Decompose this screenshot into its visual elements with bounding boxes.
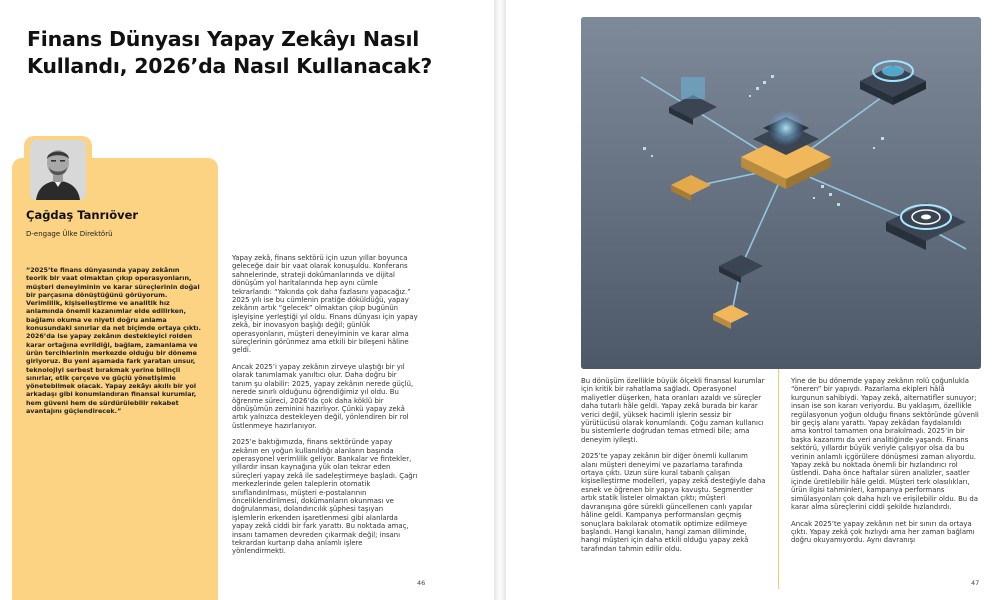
spine xyxy=(494,0,506,600)
author-quote: “2025’te finans dünyasında yapay zekânın teorik bir vaat olmaktan çıkıp operasyonların, müşteri deneyiminin ve karar süreçlerinin doğal bir parçasına dönüştüğünü görüyorum. Verimlilik, kişiselleştirme ve analitik hız anlamında önemli kazanımlar elde edilirken, bağlamı okuma ve niyeti doğru anlama konusundaki sınırlar da net biçimde ortaya çıktı. 2026’da ise yapay zekânın destekleyici rolden karar ortağına evrildiği, bağlam, zamanlama ve ürün tercihlerinin merkezde olduğu bir döneme giriyoruz. Bu yeni aşamada fark yaratan unsur, teknolojiyi serbest bırakmak yerine bilinçli sınırlar, etik çerçeve ve güçlü yönetişimle yönetebilmek olacak. Yapay zekâyı akıllı bir yol arkadaşı gibi konumlandıran finansal kurumlar, hem güveni hem de sürdürülebilir rekabet avantajını güçlendirecek.” xyxy=(26,266,201,416)
column-rule xyxy=(778,369,779,589)
body-paragraph: Ancak 2025’i yapay zekânın zirveye ulaştığı bir yıl olarak tanımlamak yanıltıcı olur. Daha doğru bir tanım şu olabilir: 2025, yapay zekânın nerede güçlü, nerede sınırlı olduğunu öğrendiğimiz yıl oldu. Bu öğrenme süreci, 2026’da çok daha köklü bir dönüşümün zeminini hazırlıyor. Çünkü yapay zekâ artık yalnızca destekleyen değil, yönlendiren bir rol üstlenmeye hazırlanıyor. xyxy=(232,362,414,430)
left-page xyxy=(0,0,494,600)
right-body-column-2 xyxy=(791,377,979,553)
article-title: Finans Dünyası Yapay Zekâyı Nasıl Kullandı, 2026’da Nasıl Kullanacak? xyxy=(27,27,433,78)
body-paragraph: Bu dönüşüm özellikle büyük ölçekli finansal kurumlar için kritik bir rahatlama sağladı. Operasyonel maliyetler düşerken, hata oranları azaldı ve süreçler daha tutarlı hâle geldi. Yapay zekâ burada bir karar verici değil, yüksek hacimli işlerin sessiz bir yürütücüsü olarak konumlandı. Çoğu zaman kullanıcı bu sistemlerle doğrudan temas etmedi bile; ama deneyim iyileşti. xyxy=(581,377,765,444)
right-body-column-1 xyxy=(581,377,766,561)
page-number-left: 46 xyxy=(417,579,426,587)
page-number-right: 47 xyxy=(971,579,980,587)
body-paragraph: Yapay zekâ, finans sektörü için uzun yıllar boyunca geleceğe dair bir vaat olarak konuşuldu. Konferans sahnelerinde, strateji dokümanlarında ve dijital dönüşüm yol haritalarında hep aynı cümle tekrarlandı: “Yakında çok daha fazlasını yapacağız.” 2025 yılı ise bu cümlenin pratiğe döküldüğü, yapay zekânın artık “gelecek” olmaktan çıkıp bugünün işleyişine yerleştiği yıl oldu. Finans dünyası için yapay zekâ, bir inovasyon başlığı değil; günlük operasyonların, müşteri deneyiminin ve karar alma süreçlerinin görünmez ama etkili bir bileşeni hâline geldi. xyxy=(232,254,418,355)
body-paragraph: Ancak 2025’te yapay zekânın net bir sınırı da ortaya çıktı. Yapay zekâ çok hızlıydı ama her zaman bağlamı doğru okuyamıyordu. Aynı davranışı xyxy=(791,519,975,545)
author-portrait xyxy=(30,140,86,200)
body-paragraph: 2025’te yapay zekânın bir diğer önemli kullanım alanı müşteri deneyimi ve pazarlama tarafında ortaya çıktı. Uzun süre kural tabanlı çalışan kişiselleştirme modelleri, yapay zekâ desteğiyle daha esnek ve öğrenen bir yapıya kavuştu. Segmentler artık statik listeler olmaktan çıktı; müşteri davranışına göre sürekli güncellenen canlı yapılar hâline geldi. Kampanya performansları geçmiş sonuçlara bakılarak otomatik optimize edilmeye başlandı. Hangi kanalın, hangi zaman diliminde, hangi müşteri için daha etkili olduğu yapay zekâ tarafından tahmin edilir oldu. xyxy=(581,452,766,553)
body-paragraph: 2025’e baktığımızda, finans sektöründe yapay zekânın en yoğun kullanıldığı alanların başında operasyonel verimlilik geliyor. Bankalar ve fintekler, yıllardır insan kaynağına yük olan tekrar eden süreçleri yapay zekâ ile sadeleştirmeye başladı. Çağrı merkezlerinde gelen taleplerin otomatik sınıflandırılması, müşteri e-postalarının önceliklendirilmesi, dokümanların okunması ve doğrulanması, dolandırıcılık şüphesi taşıyan işlemlerin erkenden işaretlenmesi gibi alanlarda yapay zekâ ciddi bir fark yarattı. Bu noktada amaç, insanı tamamen devreden çıkarmak değil; insanı tekrardan kurtarıp daha anlamlı işlere yönlendirmekti. xyxy=(232,438,418,556)
right-page xyxy=(506,0,1000,600)
author-name: Çağdaş Tanrıöver xyxy=(26,208,139,222)
body-paragraph: Yine de bu dönemde yapay zekânın rolü çoğunlukla “öneren” bir yapıydı. Pazarlama ekipleri hâlâ kurgunun sahibiydi. Yapay zekâ, alternatifler sunuyor; insan ise son kararı veriyordu. Bu yaklaşım, özellikle regülasyonun yoğun olduğu finans sektöründe güvenli bir geçiş alanı yarattı. Yapay zekâdan faydalanıldı ama kontrol tamamen ona bırakılmadı. 2025’in bir başka kazanımı da veri analitiğinde yaşandı. Finans sektörü, yıllardır büyük veriyle çalışıyor olsa da bu verinin anlamlı içgörülere dönüşmesi zaman alıyordu. Yapay zekâ bu noktada önemli bir hızlandırıcı rol üstlendi. Daha önce haftalar süren analizler, saatler içinde üretilebilir hâle geldi. Müşteri terk olasılıkları, ürün ilgisi tahminleri, kampanya performans simülasyonları çok daha hızlı ve erişilebilir oldu. Bu da karar alma süreçlerini ciddi şekilde hızlandırdı. xyxy=(791,377,979,512)
left-body-column xyxy=(232,254,418,564)
circuit-network-illustration xyxy=(581,17,981,369)
author-role: D-engage Ülke Direktörü xyxy=(26,230,113,238)
